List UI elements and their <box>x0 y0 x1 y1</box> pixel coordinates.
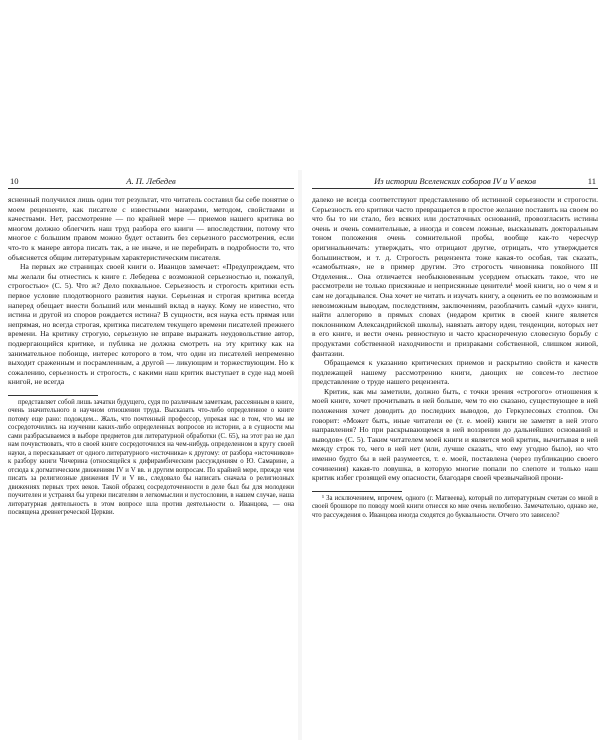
right-paragraph-1: далеко не всегда соответствуют представлению об истинной серьезности и строгости. Серьезность его критики часто превращается в простое желание поставить на своем во что бы то ни стало, без всяких или достаточных оснований, провозгласить истины очень и очень сомнительные, а иногда и совсем ложные, высказывать докторальным тоном положения очень сомнительной пробы, вообще как-то чересчур оригинальничать: утверждать, что отрицают другие, отрицать, что утверждается большинством, и т. д. Строгость рецензента тоже какая-то особая, так сказать, «самобытная», не в пример другим. Это строгость чиновника покойного III Отделения... Она отличается необыкновенным усердием отыскать такое, что не рассмотрели не только присяжные и неприсяжные ценители¹ моей книги, но о чем я и сам не догадывался. Она хочет не читать и изучать книгу, а оценить ее по возможным и невозможным выводам, последствиям, заключениям, разоблачить самый «дух» книги, найти аллегорию в прямых словах (недаром критик в своей книге является поклонником Александрийской школы), навязать автору идеи, тенденции, которых нет в его книге, и вести очень ревностную и часто краснореченую словесную борьбу с продуктами собственной находчивости и призраками собственной, слишком живой, фантазии. <box>312 195 598 358</box>
right-page-number: 11 <box>587 176 596 186</box>
left-body <box>8 195 294 387</box>
right-footnote <box>312 495 598 521</box>
left-footnote-rule <box>8 395 98 396</box>
left-footnote <box>8 399 294 518</box>
left-paragraph-1: ясненный получился лишь один тот результат, что читатель составил бы себе понятие о моем рецензенте, как писателе с известными манерами, методом, свойствами и качествами. Нет, рассмотрение — по крайней мере — приемов нашего критика во многом должно облегчить наш труд разбора его книги — впоследствии, потому что многое с большим правом можно будет оставить без серьезного рассмотрения, если что-то к манере автора писать так, а не иначе, и не перебирать в подробности то, что объясняется общим литературным характеристическим писателя. <box>8 195 294 262</box>
right-footnote-text: ¹ За исключением, впрочем, одного (г. Матвеева), который по литературным счетам со мной в своей брошюре по поводу моей книги отнесся ко мне очень нелюбезно. Замечательно, однако же, что рассуждения о. Иванцова иногда сходятся до буквальности. Отчего это зависело? <box>312 494 598 519</box>
right-running-head <box>312 176 598 189</box>
left-page-number: 10 <box>10 176 19 186</box>
blank-margin <box>0 0 600 176</box>
left-running-title: А. П. Лебедев <box>126 176 176 186</box>
left-page <box>8 176 294 736</box>
book-gutter <box>298 170 302 740</box>
left-running-head <box>8 176 294 189</box>
left-footnote-text: представляет собой лишь зачатки будущего, судя по различным заметкам, рассеянным в книге, очень значительного в научном отношении труда. Высказать что-либо определенное о книге потому еще рано: подождем... Жаль, что почтенный профессор, упрекая нас в том, что мы не сосредоточились на изучении каких-либо определенных вопросов из истории, а в сущности мы сами разбрасываемся в выборе предметов для литературной обработки (С. 65), на этот раз не дал нам почувствовать, что в своей книге сосредоточился на чем-нибудь определенном в кругу своей науки, а пересказывает от одного литературного «источника» к другому: от разбора «источников» к разбору книги Чичерина (относящейся к дифирамбическим рассуждениям о Ю. Самарине, а отсюда к догматическим движениям IV и V вв. и другим вопросам. По крайней мере, прежде чем писать за религиозные движения IV и V вв., следовало бы написать сначала о религиозных движениях первых трех веков. Такой образец сосредоточенности в деле был бы для молодежи поучителен и устранял бы упреки писателям в легкомыслии и пустословии, в нашем случае, наша литературная деятельность в этом вопросе шла против деятельности о. Иванцова, — она посвящена древнегреческой Церкви. <box>8 398 294 517</box>
right-paragraph-2: Обращаемся к указанию критических приемов и раскрытию свойств и качеств подлежащей нашему рассмотрению книги, дающих не совсем-то лестное представление о труде нашего рецензента. <box>312 358 598 387</box>
right-footnote-rule <box>312 491 402 492</box>
left-paragraph-2: На первых же страницах своей книги о. Иванцов замечает: «Предупреждаем, что мы желали бы отнестись к книге г. Лебедева с возможной серьезностью и, пожалуй, строгостью» (С. 5). Что ж? Дело похвальное. Серьезность и строгость критики есть первое условие плодотворного развития науки. Серьезная и строгая критика всегда наперед обещает внести больший или меньший вклад в науку. Кому не известно, что истина и другой из споров рождается истина? В сущности, вся наука есть прямая или непрямая, но всегда строгая, критика писателем текущего времени писателей прежнего времени. На критику строгую, серьезную не вправе выражать неудовольствие автор, подвергающийся критике, и публика не должна смотреть на эту критику как на занимательное побоище, интерес которого в том, что один из писателей непременно выходит сраженным и посрамленным, а другой — ликующим и торжествующим. Но к сожалению, серьезность и строгость, с какими наш критик выступает в суде над моей книгой, не всегда <box>8 262 294 387</box>
right-body <box>312 195 598 483</box>
right-paragraph-3: Критик, как мы заметили, должно быть, с точки зрения «строгого» отношения к моей книге, хочет прочитывать в ней больше, чем то ею сказано, существующее в ней положения хочет доводить до последних выводов, до Геркулесовых столпов. Он говорит: «Может быть, иные читатели ее (т. е. моей) книги не заметят в ней этого направления? Но при раскрывающемся в ней воззрении до дальнейших оснований и выводов» (С. 5). Таким читателем моей книги и является мой критик, вычитывая в ней между строк то, чего в ней нет (или, лучше сказать, что ему угодно было), но что именно будто бы в ней разумеется, т. е. моей, поставлена (через публикацию своего сочинения) какая-то ловушка, в которую многие попали по слепоте и только наш критик избег грозящей ему опасности, благодаря своей чрезвычайной прони- <box>312 386 598 483</box>
right-running-title: Из истории Вселенских соборов IV и V веков <box>374 176 536 186</box>
right-page <box>312 176 598 736</box>
